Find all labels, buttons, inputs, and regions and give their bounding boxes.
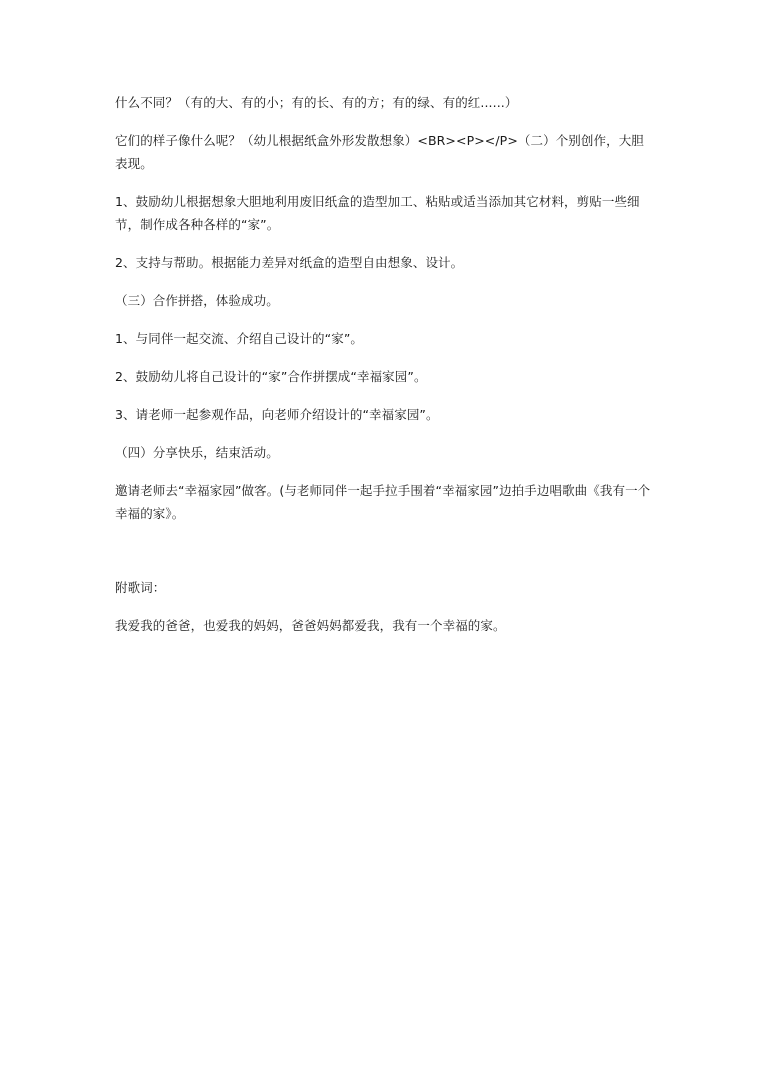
document-page bbox=[115, 91, 653, 652]
paragraph-step-3-visit: 3、请老师一起参观作品，向老师介绍设计的“幸福家园”。 bbox=[115, 407, 439, 422]
paragraph-step-2-support: 2、支持与帮助。根据能力差异对纸盒的造型自由想象、设计。 bbox=[115, 255, 464, 270]
appendix-title: 附歌词： bbox=[115, 580, 166, 595]
paragraph-question-shape: 它们的样子像什么呢？（幼儿根据纸盒外形发散想象）<BR><P></P>（二）个别创作，大胆表现。 bbox=[115, 133, 644, 171]
paragraph-question-difference: 什么不同？（有的大、有的小；有的长、有的方；有的绿、有的红......） bbox=[115, 95, 518, 110]
paragraph-step-1-create: 1、鼓励幼儿根据想象大胆地利用废旧纸盒的造型加工、粘贴或适当添加其它材料，剪贴一些细节，制作成各种各样的“家”。 bbox=[115, 194, 640, 232]
section-heading-three: （三）合作拼搭，体验成功。 bbox=[115, 293, 279, 308]
paragraph-step-2-assemble: 2、鼓励幼儿将自己设计的“家”合作拼摆成“幸福家园”。 bbox=[115, 369, 427, 384]
spacer bbox=[115, 540, 653, 576]
paragraph-step-1-share: 1、与同伴一起交流、介绍自己设计的“家”。 bbox=[115, 331, 364, 346]
section-heading-four: （四）分享快乐，结束活动。 bbox=[115, 445, 279, 460]
paragraph-invite-teacher: 邀请老师去“幸福家园”做客。(与老师同伴一起手拉手围着“幸福家园”边拍手边唱歌曲《我有一个幸福的家》。 bbox=[115, 483, 651, 521]
song-lyrics: 我爱我的爸爸，也爱我的妈妈，爸爸妈妈都爱我，我有一个幸福的家。 bbox=[115, 618, 506, 633]
